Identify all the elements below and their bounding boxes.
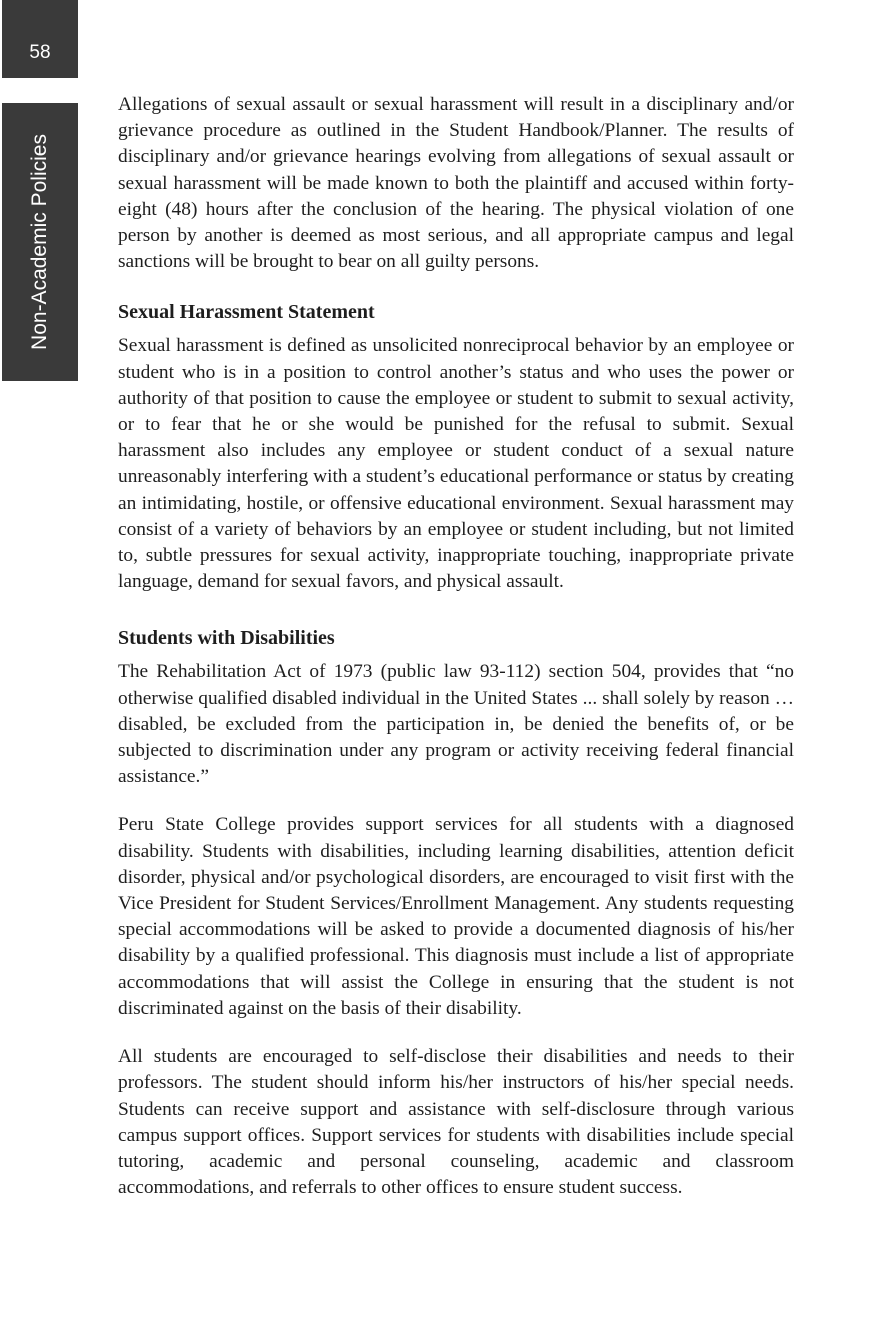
disabilities-paragraph: All students are encouraged to self-disclose their disabilities and needs to their professors. The student should inform his/her instructors of his/her special needs. Students can receive support and assistance with self-disclosure through various campus support offices. Support services for students with disabilities include special tutoring, academic and personal counseling, academic and classroom accommodations, and referrals to other offices to ensure student success. — [118, 1046, 794, 1199]
section-tab — [2, 103, 78, 381]
sexual-harassment-paragraph: Sexual harassment is defined as unsolicited nonreciprocal behavior by an employee or student who is in a position to control another’s status and who uses the power or authority of that position to cause the employee or student to submit to sexual activity, or to fear that he or she would be punished for the refusal to submit. Sexual harassment also includes any employee or student conduct of a sexual nature unreasonably interfering with a student’s educational performance or status by creating an intimidating, hostile, or offensive educational environment. Sexual harassment may consist of a variety of behaviors by an employee or student including, but not limited to, subtle pressures for sexual activity, inappropriate touching, inappropriate private language, demand for sexual favors, and physical assault. — [118, 335, 794, 593]
page-number: 58 — [29, 42, 51, 63]
disabilities-paragraph: Peru State College provides support services for all students with a diagnosed disability. Students with disabilities, including learning disabilities, attention deficit disorder, physical and/or psychological disorders, are encouraged to visit first with the Vice President for Student Services/Enrollment Management. Any students requesting special accommodations will be asked to provide a documented diagnosis of his/her disability by a qualified professional. This diagnosis must include a list of appropriate accommodations that will assist the College in ensuring that the student is not discriminated against on the basis of their disability. — [118, 814, 794, 1019]
section-tab-label: Non-Academic Policies — [28, 134, 52, 350]
page-number-tab — [2, 0, 78, 78]
disabilities-paragraph: The Rehabilitation Act of 1973 (public law 93-112) section 504, provides that “no otherwise qualified disabled individual in the United States ... shall solely by reason … disabled, be excluded from the participation in, be denied the benefits of, or be subjected to discrimination under any program or activity receiving federal financial assistance.” — [118, 661, 794, 788]
sexual-harassment-heading: Sexual Harassment Statement — [118, 301, 375, 324]
intro-paragraph: Allegations of sexual assault or sexual harassment will result in a disciplinary and/or grievance procedure as outlined in the Student Handbook/Planner. The results of disciplinary and/or grievance hearings evolving from allegations of sexual assault or sexual harassment will be made known to both the plaintiff and accused within forty-eight (48) hours after the conclusion of the hearing. The physical violation of one person by another is deemed as most serious, and all appropriate campus and legal sanctions will be brought to bear on all guilty persons. — [118, 94, 794, 273]
page-content — [118, 92, 794, 1223]
disabilities-heading: Students with Disabilities — [118, 627, 335, 650]
